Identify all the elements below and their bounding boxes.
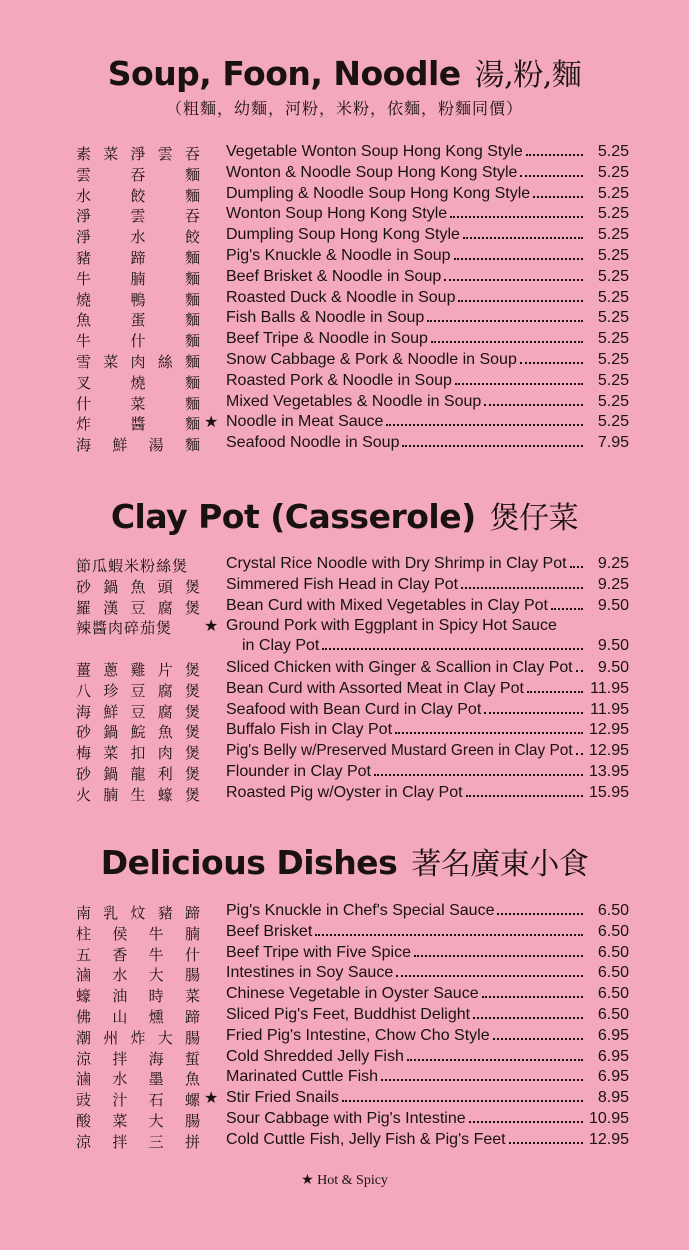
item-name-en: Mixed Vegetables & Noodle in Soup xyxy=(226,392,482,410)
item-price: 12.95 xyxy=(588,742,629,760)
item-name-zh: 薑 蔥 雞 片 煲 xyxy=(76,660,200,679)
item-line xyxy=(226,268,629,286)
item-price: 9.50 xyxy=(597,658,629,676)
item-price: 9.50 xyxy=(597,596,629,614)
item-name-en: Sliced Chicken with Ginger & Scallion in Clay Pot xyxy=(226,658,573,676)
item-name-en: Bean Curd with Mixed Vegetables in Clay Pot xyxy=(226,596,548,614)
item-name-zh: 涼 拌 海 蜇 xyxy=(76,1049,200,1068)
menu-list-soup xyxy=(0,143,689,455)
item-name-zh: 梅 菜 扣 肉 煲 xyxy=(76,744,200,763)
item-line xyxy=(226,309,629,327)
item-name-en: Stir Fried Snails xyxy=(226,1089,339,1107)
item-line xyxy=(226,1006,629,1024)
item-line xyxy=(226,393,629,411)
item-name-en: Fish Balls & Noodle in Soup xyxy=(226,309,425,327)
item-price: 10.95 xyxy=(588,1109,629,1127)
menu-item xyxy=(0,247,689,268)
menu-item xyxy=(0,576,689,597)
item-name-zh: 柱 侯 牛 腩 xyxy=(76,924,200,943)
dot-leader xyxy=(402,444,583,447)
item-price: 12.95 xyxy=(588,721,629,739)
item-name-en: Roasted Pig w/Oyster in Clay Pot xyxy=(226,783,463,801)
item-line xyxy=(226,680,629,698)
item-price: 6.50 xyxy=(597,985,629,1003)
item-name-zh: 豉 汁 石 螺 xyxy=(76,1091,200,1110)
item-price: 5.25 xyxy=(597,226,629,244)
menu-item xyxy=(0,985,689,1006)
dot-leader xyxy=(414,954,583,957)
item-name-zh: 砂 鍋 魚 頭 煲 xyxy=(76,577,200,596)
menu-item xyxy=(0,1131,689,1152)
item-name-en: Vegetable Wonton Soup Hong Kong Style xyxy=(226,143,523,160)
item-name-en: Sliced Pig's Feet, Buddhist Delight xyxy=(226,1005,471,1023)
item-price: 5.25 xyxy=(597,143,629,160)
menu-item xyxy=(0,597,689,618)
dot-leader xyxy=(407,1058,583,1061)
dot-leader xyxy=(455,382,583,385)
item-line xyxy=(226,701,629,719)
item-price: 6.95 xyxy=(597,1026,629,1044)
dot-leader xyxy=(427,319,583,322)
section-title-delicious xyxy=(0,839,689,883)
item-line xyxy=(226,964,629,982)
item-price: 8.95 xyxy=(597,1089,629,1107)
section-subtitle: （粗麵，幼麵，河粉，米粉，依麵，粉麵同價） xyxy=(165,99,523,118)
menu-item xyxy=(0,413,689,434)
item-line xyxy=(226,1089,629,1107)
item-line xyxy=(226,143,629,161)
item-name-zh: 魚 蛋 麵 xyxy=(76,311,200,330)
item-price: 6.50 xyxy=(597,943,629,961)
item-name-en: Bean Curd with Assorted Meat in Clay Pot xyxy=(226,679,524,697)
menu-item xyxy=(0,964,689,985)
item-name-en: Seafood Noodle in Soup xyxy=(226,434,400,452)
item-name-zh: 五 香 牛 什 xyxy=(76,945,200,964)
item-name-zh: 辣 醬 肉 碎 茄 煲 xyxy=(76,619,173,638)
spicy-legend xyxy=(0,1172,689,1189)
item-name-en: Ground Pork with Eggplant in Spicy Hot Sauce xyxy=(226,617,557,635)
dot-leader xyxy=(520,361,583,364)
dot-leader xyxy=(463,236,583,239)
menu-item xyxy=(0,721,689,742)
menu-item xyxy=(0,330,689,351)
menu-item xyxy=(0,1068,689,1089)
item-line xyxy=(226,247,629,265)
menu-item xyxy=(0,763,689,784)
menu-item xyxy=(0,1006,689,1027)
dot-leader xyxy=(395,731,583,734)
item-line xyxy=(226,902,629,920)
item-line xyxy=(226,1110,629,1128)
dot-leader xyxy=(551,607,583,610)
menu-item xyxy=(0,434,689,455)
dot-leader xyxy=(396,974,583,977)
menu-item xyxy=(0,701,689,722)
dot-leader xyxy=(374,773,583,776)
item-line xyxy=(226,923,629,941)
dot-leader xyxy=(473,1016,583,1019)
item-name-zh: 炸 醬 麵 xyxy=(76,415,200,434)
item-name-en: Beef Brisket xyxy=(226,922,313,940)
item-line xyxy=(226,1068,629,1086)
item-name-en: Cold Cuttle Fish, Jelly Fish & Pig's Feet xyxy=(226,1130,506,1148)
item-name-en: Dumpling & Noodle Soup Hong Kong Style xyxy=(226,184,531,202)
section-title-en: Clay Pot (Casserole) xyxy=(110,497,476,536)
item-price: 5.25 xyxy=(597,184,629,202)
menu-list-delicious xyxy=(0,902,689,1152)
star-icon: ★ xyxy=(204,1088,219,1108)
item-name-en: Fried Pig's Intestine, Chow Cho Style xyxy=(226,1026,490,1044)
item-price: 11.95 xyxy=(590,679,629,697)
item-line xyxy=(226,784,629,802)
item-name-zh: 潮 州 炸 大 腸 xyxy=(76,1028,200,1047)
item-name-zh: 牛 腩 麵 xyxy=(76,269,200,288)
dot-leader xyxy=(570,565,583,568)
item-line xyxy=(226,372,629,390)
item-line xyxy=(226,763,629,781)
menu-item xyxy=(0,351,689,372)
item-line xyxy=(226,721,629,739)
item-price: 6.50 xyxy=(597,902,629,919)
dot-leader xyxy=(484,403,583,406)
item-name-zh: 叉 燒 麵 xyxy=(76,373,200,392)
dot-leader xyxy=(533,195,583,198)
menu-item xyxy=(0,555,689,576)
section-title-en: Delicious Dishes xyxy=(100,843,398,882)
menu-item xyxy=(0,185,689,206)
item-name-en: Roasted Duck & Noodle in Soup xyxy=(226,288,456,306)
item-price: 5.25 xyxy=(597,413,629,431)
star-icon: ★ xyxy=(301,1173,314,1188)
menu-item xyxy=(0,659,689,680)
item-price: 6.50 xyxy=(597,964,629,982)
item-price: 5.25 xyxy=(597,350,629,368)
item-name-zh: 節 瓜 蝦 米 粉 絲 煲 xyxy=(76,557,189,575)
menu-item xyxy=(0,1089,689,1110)
item-name-en: Pig's Knuckle & Noodle in Soup xyxy=(226,246,451,264)
item-name-en: Pig's Knuckle in Chef's Special Sauce xyxy=(226,902,495,919)
item-name-en: Beef Tripe & Noodle in Soup xyxy=(226,330,428,348)
item-line xyxy=(226,413,629,431)
item-name-zh: 火 腩 生 蠔 煲 xyxy=(76,785,200,804)
dot-leader xyxy=(386,423,583,426)
item-line xyxy=(226,164,629,182)
dot-leader xyxy=(509,1141,583,1144)
dot-leader xyxy=(482,995,583,998)
menu-item xyxy=(0,617,689,659)
item-line xyxy=(226,985,629,1003)
menu-item xyxy=(0,680,689,701)
item-name-zh: 牛 什 麵 xyxy=(76,332,200,351)
menu-item xyxy=(0,742,689,763)
item-price: 5.25 xyxy=(597,163,629,181)
item-line xyxy=(226,330,629,348)
item-name-zh: 涼 拌 三 拼 xyxy=(76,1132,200,1151)
item-name-zh: 南 乳 炆 豬 蹄 xyxy=(76,904,200,922)
section-title-soup xyxy=(0,50,689,94)
item-price: 11.95 xyxy=(590,700,629,718)
item-name-zh: 淨 雲 吞 xyxy=(76,207,200,226)
dot-leader xyxy=(315,933,583,936)
item-name-en: Beef Brisket & Noodle in Soup xyxy=(226,267,442,285)
item-name-en: Cold Shredded Jelly Fish xyxy=(226,1047,404,1065)
item-name-en-cont: in Clay Pot xyxy=(242,637,320,655)
item-name-zh: 酸 菜 大 腸 xyxy=(76,1111,200,1130)
menu-item xyxy=(0,1048,689,1069)
menu-item xyxy=(0,164,689,185)
item-price: 5.25 xyxy=(597,371,629,389)
menu-item xyxy=(0,268,689,289)
item-name-en: Pig's Belly w/Preserved Mustard Green in Clay Pot xyxy=(226,742,573,760)
item-name-zh: 滷 水 墨 魚 xyxy=(76,1070,200,1089)
item-line xyxy=(226,1131,629,1149)
item-price: 6.50 xyxy=(597,1005,629,1023)
item-name-en: Dumpling Soup Hong Kong Style xyxy=(226,226,460,244)
item-name-zh: 淨 水 餃 xyxy=(76,228,200,247)
item-line xyxy=(226,226,629,244)
item-line xyxy=(226,1048,629,1066)
item-price: 5.25 xyxy=(597,288,629,306)
item-name-zh: 海 鮮 豆 腐 煲 xyxy=(76,702,200,721)
item-name-en: Wonton & Noodle Soup Hong Kong Style xyxy=(226,163,518,181)
star-icon: ★ xyxy=(204,616,219,636)
item-line xyxy=(226,555,629,573)
item-name-en: Noodle in Meat Sauce xyxy=(226,413,384,431)
item-name-zh: 砂 鍋 鯇 魚 煲 xyxy=(76,723,200,742)
item-name-en: Beef Tripe with Five Spice xyxy=(226,943,411,961)
dot-leader xyxy=(322,647,583,650)
item-price: 5.25 xyxy=(597,392,629,410)
item-price: 5.25 xyxy=(597,309,629,327)
dot-leader xyxy=(469,1120,583,1123)
item-name-en: Sour Cabbage with Pig's Intestine xyxy=(226,1109,466,1127)
item-name-en: Crystal Rice Noodle with Dry Shrimp in Clay Pot xyxy=(226,555,567,572)
dot-leader xyxy=(466,794,583,797)
dot-leader xyxy=(342,1099,583,1102)
star-icon: ★ xyxy=(204,412,219,432)
menu-item xyxy=(0,1027,689,1048)
item-name-zh: 燒 鴨 麵 xyxy=(76,290,200,309)
item-line xyxy=(226,205,629,223)
item-name-zh: 佛 山 燻 蹄 xyxy=(76,1007,200,1026)
dot-leader xyxy=(497,912,583,915)
section-title-zh: 煲仔菜 xyxy=(489,501,579,536)
item-name-en: Simmered Fish Head in Clay Pot xyxy=(226,575,459,593)
dot-leader xyxy=(454,257,583,260)
menu-item xyxy=(0,902,689,923)
menu-item xyxy=(0,226,689,247)
item-name-en: Buffalo Fish in Clay Pot xyxy=(226,721,393,739)
item-name-zh: 羅 漢 豆 腐 煲 xyxy=(76,598,200,617)
item-name-zh: 海 鮮 湯 麵 xyxy=(76,436,200,455)
item-name-en: Flounder in Clay Pot xyxy=(226,762,371,780)
item-name-en: Seafood with Bean Curd in Clay Pot xyxy=(226,700,482,718)
item-line xyxy=(242,637,629,655)
dot-leader xyxy=(527,690,583,693)
dot-leader xyxy=(461,586,583,589)
menu-item xyxy=(0,289,689,310)
item-line xyxy=(226,1027,629,1045)
item-name-zh: 滷 水 大 腸 xyxy=(76,966,200,985)
item-price: 9.25 xyxy=(597,555,629,572)
dot-leader xyxy=(444,278,583,281)
dot-leader xyxy=(431,340,583,343)
dot-leader xyxy=(493,1037,583,1040)
item-price: 9.25 xyxy=(597,575,629,593)
item-name-zh: 雲 吞 麵 xyxy=(76,165,200,184)
dot-leader xyxy=(458,299,583,302)
section-title-zh: 湯,粉,麵 xyxy=(474,58,582,93)
dot-leader xyxy=(450,215,583,218)
dot-leader xyxy=(484,711,583,714)
dot-leader xyxy=(381,1078,583,1081)
item-price: 6.95 xyxy=(597,1068,629,1086)
legend-text: Hot & Spicy xyxy=(317,1173,388,1188)
item-price: 6.95 xyxy=(597,1047,629,1065)
item-price: 7.95 xyxy=(597,434,629,452)
item-line xyxy=(226,597,629,615)
menu-item xyxy=(0,1110,689,1131)
item-price: 5.25 xyxy=(597,267,629,285)
item-line xyxy=(226,576,629,594)
menu-item xyxy=(0,143,689,164)
menu-item xyxy=(0,944,689,965)
menu-item xyxy=(0,372,689,393)
item-name-zh: 蠔 油 時 菜 xyxy=(76,987,200,1006)
item-name-zh: 砂 鍋 龍 利 煲 xyxy=(76,764,200,783)
item-line xyxy=(226,351,629,369)
menu-list-claypot xyxy=(0,555,689,805)
dot-leader xyxy=(576,669,583,672)
menu-item xyxy=(0,784,689,805)
item-name-en: Roasted Pork & Noodle in Soup xyxy=(226,371,452,389)
item-price: 5.25 xyxy=(597,330,629,348)
item-name-zh: 素 菜 淨 雲 吞 xyxy=(76,145,200,163)
menu-item xyxy=(0,923,689,944)
dot-leader xyxy=(576,752,583,755)
item-price: 9.50 xyxy=(597,637,629,655)
item-price: 5.25 xyxy=(597,246,629,264)
section-title-en: Soup, Foon, Noodle xyxy=(107,54,461,93)
item-line xyxy=(226,944,629,962)
item-line xyxy=(226,742,629,760)
item-name-zh: 豬 蹄 麵 xyxy=(76,248,200,267)
item-name-zh: 什 菜 麵 xyxy=(76,394,200,413)
section-title-claypot xyxy=(0,493,689,537)
item-name-zh: 水 餃 麵 xyxy=(76,186,200,205)
section-title-zh: 著名廣東小食 xyxy=(411,847,589,882)
dot-leader xyxy=(526,153,583,156)
menu-item xyxy=(0,393,689,414)
item-line xyxy=(226,185,629,203)
menu-item xyxy=(0,205,689,226)
item-line xyxy=(226,434,629,452)
item-name-zh: 八 珍 豆 腐 煲 xyxy=(76,681,200,700)
menu-item xyxy=(0,309,689,330)
dot-leader xyxy=(520,174,583,177)
item-name-en: Chinese Vegetable in Oyster Sauce xyxy=(226,985,479,1003)
item-name-zh: 雪 菜 肉 絲 麵 xyxy=(76,352,200,371)
item-name-en: Intestines in Soy Sauce xyxy=(226,964,394,982)
item-name-en: Wonton Soup Hong Kong Style xyxy=(226,205,448,223)
item-price: 6.50 xyxy=(597,922,629,940)
item-price: 13.95 xyxy=(588,762,629,780)
item-price: 15.95 xyxy=(588,783,629,801)
item-line xyxy=(226,289,629,307)
item-line xyxy=(226,659,629,677)
item-price: 5.25 xyxy=(597,205,629,223)
item-name-en: Marinated Cuttle Fish xyxy=(226,1068,379,1086)
item-price: 12.95 xyxy=(588,1130,629,1148)
item-name-en: Snow Cabbage & Pork & Noodle in Soup xyxy=(226,350,517,368)
